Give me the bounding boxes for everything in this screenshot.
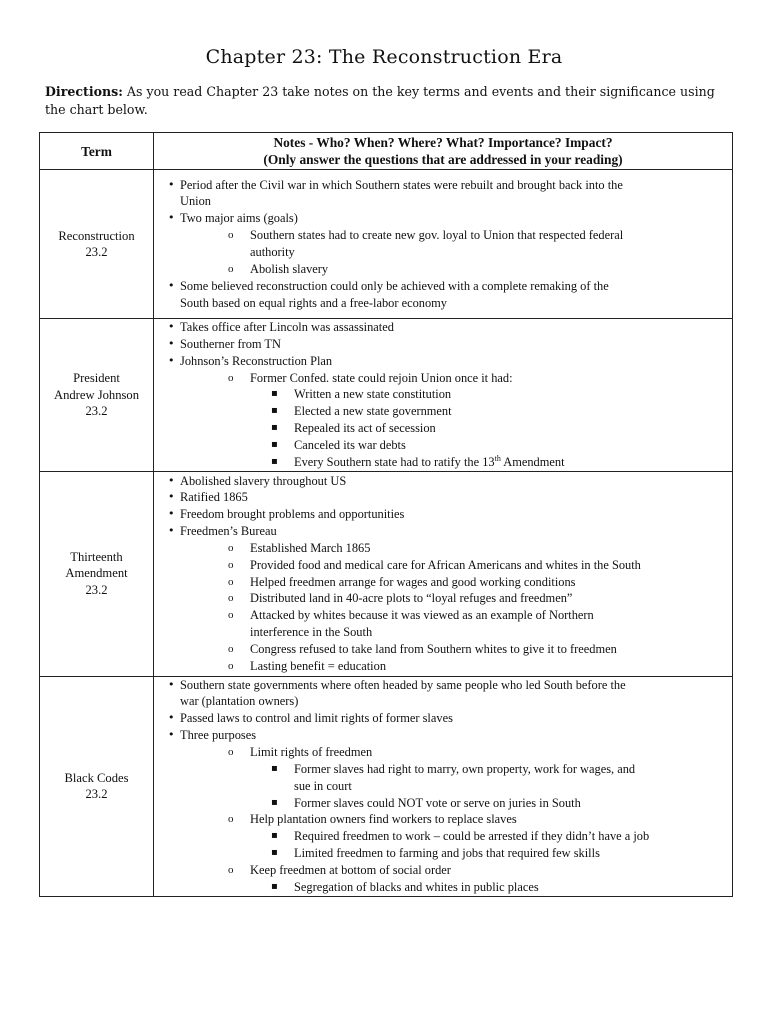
note-text: Amendment bbox=[500, 454, 565, 469]
note-subsubitem: ▪ Required freedmen to work – could be arrested if they didn’t have a job bbox=[154, 828, 732, 845]
note-subitem: o Helped freedmen arrange for wages and good working conditions bbox=[154, 574, 732, 591]
note-continuation: sue in court bbox=[294, 778, 352, 793]
note-continuation: authority bbox=[250, 245, 295, 259]
note-subitem: o Distributed land in 40-acre plots to “loyal refuges and freedmen” bbox=[154, 590, 732, 607]
header-notes bbox=[154, 133, 733, 170]
note-bullet: • Some believed reconstruction could only be achieved with a complete remaking of the bbox=[154, 278, 732, 295]
note-bullet: • Johnson’s Reconstruction Plan bbox=[154, 353, 732, 370]
term-name-line2: Andrew Johnson bbox=[53, 387, 139, 402]
note-subitem: o Keep freedmen at bottom of social order bbox=[154, 862, 732, 879]
term-name-line1: Thirteenth bbox=[70, 549, 123, 564]
note-bullet: • Southerner from TN bbox=[154, 336, 732, 353]
term-name: Reconstruction bbox=[58, 228, 135, 243]
note-bullet: • Southern state governments where often headed by same people who led South before the bbox=[154, 677, 732, 694]
note-subitem: o Attacked by whites because it was viewed as an example of Northern bbox=[154, 607, 732, 624]
directions-label: Directions: bbox=[45, 84, 123, 99]
term-name-line1: President bbox=[73, 371, 120, 386]
directions bbox=[45, 83, 735, 119]
note-bullet: • Abolished slavery throughout US bbox=[154, 473, 732, 490]
term-name: Black Codes bbox=[64, 770, 129, 785]
note-subsubitem: ▪ Repealed its act of secession bbox=[154, 420, 732, 437]
note-bullet: • Freedmen’s Bureau bbox=[154, 523, 732, 540]
note-subitem: o Lasting benefit = education bbox=[154, 658, 732, 675]
note-subitem: o Abolish slavery bbox=[154, 261, 732, 278]
directions-text: As you read Chapter 23 take notes on the key terms and events and their significance using the chart below. bbox=[45, 84, 715, 117]
page-title: Chapter 23: The Reconstruction Era bbox=[205, 46, 563, 68]
note-bullet: • Period after the Civil war in which Southern states were rebuilt and brought back into the bbox=[154, 177, 732, 194]
table-header-row bbox=[40, 133, 733, 170]
note-subitem: o Former Confed. state could rejoin Union once it had: bbox=[154, 370, 732, 387]
notes-cell bbox=[154, 471, 733, 676]
note-continuation: interference in the South bbox=[250, 625, 373, 640]
note-subsubitem: ▪ Segregation of blacks and whites in public places bbox=[154, 879, 732, 896]
header-notes-line1: Notes - Who? When? Where? What? Importance? Impact? bbox=[273, 135, 613, 150]
note-subsubitem: ▪ Canceled its war debts bbox=[154, 437, 732, 454]
note-subitem: o Help plantation owners find workers to replace slaves bbox=[154, 811, 732, 828]
note-subitem: o Established March 1865 bbox=[154, 540, 732, 557]
header-notes-line2: (Only answer the questions that are addressed in your reading) bbox=[263, 152, 623, 167]
ordinal-suffix: th bbox=[494, 453, 501, 463]
term-cell bbox=[40, 170, 154, 319]
table-row-black-codes bbox=[40, 676, 733, 896]
note-bullet: • Freedom brought problems and opportunities bbox=[154, 506, 732, 523]
note-bullet: • Three purposes bbox=[154, 727, 732, 744]
notes-cell bbox=[154, 676, 733, 896]
term-section: 23.2 bbox=[85, 787, 108, 802]
note-subitem: o Provided food and medical care for African Americans and whites in the South bbox=[154, 557, 732, 574]
term-section: 23.2 bbox=[85, 404, 108, 419]
notes-table bbox=[39, 132, 733, 897]
note-continuation: war (plantation owners) bbox=[180, 694, 299, 709]
note-subitem: o Congress refused to take land from Southern whites to give it to freedmen bbox=[154, 641, 732, 658]
term-cell bbox=[40, 319, 154, 472]
term-section: 23.2 bbox=[85, 245, 108, 259]
notes-cell bbox=[154, 319, 733, 472]
note-subitem: o Southern states had to create new gov. loyal to Union that respected federal bbox=[154, 227, 732, 244]
note-subsubitem: ▪ Former slaves could NOT vote or serve on juries in South bbox=[154, 795, 732, 812]
note-bullet: • Ratified 1865 bbox=[154, 489, 732, 506]
note-subsubitem: ▪ Elected a new state government bbox=[154, 403, 732, 420]
table-row-andrew-johnson bbox=[40, 319, 733, 472]
note-subsubitem: ▪ Former slaves had right to marry, own property, work for wages, and bbox=[154, 761, 732, 778]
table-row-thirteenth-amendment bbox=[40, 471, 733, 676]
table-row-reconstruction bbox=[40, 170, 733, 319]
note-continuation: South based on equal rights and a free-labor economy bbox=[180, 295, 448, 310]
note-continuation: Union bbox=[180, 194, 211, 209]
note-subsubitem: ▪ Limited freedmen to farming and jobs that required few skills bbox=[154, 845, 732, 862]
term-name-line2: Amendment bbox=[65, 566, 128, 581]
term-cell bbox=[40, 676, 154, 896]
term-cell bbox=[40, 471, 154, 676]
note-subsubitem bbox=[154, 454, 732, 471]
header-term: Term bbox=[40, 133, 154, 170]
note-text: Every Southern state had to ratify the 13 bbox=[294, 454, 495, 469]
note-bullet: • Two major aims (goals) bbox=[154, 210, 732, 227]
note-subitem: o Limit rights of freedmen bbox=[154, 744, 732, 761]
note-bullet: • Passed laws to control and limit rights of former slaves bbox=[154, 710, 732, 727]
note-subsubitem: ▪ Written a new state constitution bbox=[154, 386, 732, 403]
notes-cell bbox=[154, 170, 733, 319]
note-bullet: • Takes office after Lincoln was assassinated bbox=[154, 319, 732, 336]
term-section: 23.2 bbox=[85, 582, 108, 597]
